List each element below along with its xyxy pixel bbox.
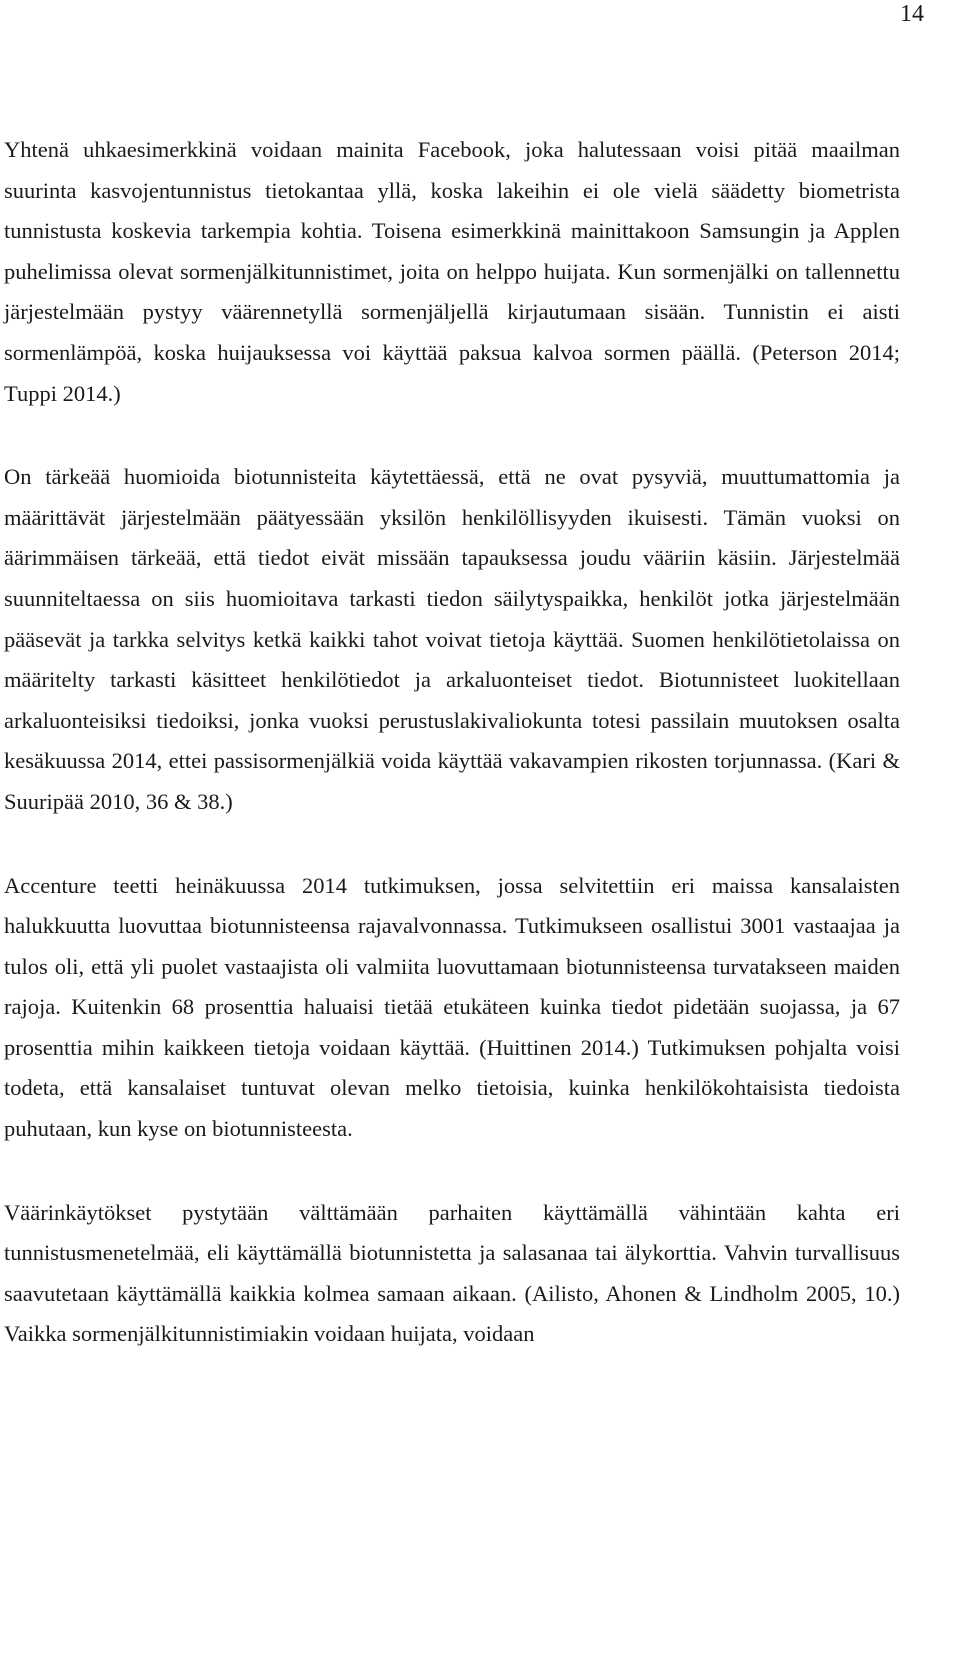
- body-text: [4, 130, 900, 1355]
- paragraph: On tärkeää huomioida biotunnisteita käytettäessä, että ne ovat pysyviä, muuttumattomia ja määrittävät järjestelmään päätyessään yksilön henkilöllisyyden ikuisesti. Tämän vuoksi on äärimmäisen tärkeää, että tiedot eivät missään tapauksessa joudu vääriin käsiin. Järjestelmää suunniteltaessa on siis huomioitava tarkasti tiedon säilytyspaikka, henkilöt jotka järjestelmään pääsevät ja tarkka selvitys ketkä kaikki tahot voivat tietoja käyttää. Suomen henkilötietolaissa on määritelty tarkasti käsitteet henkilötiedot ja arkaluonteiset tiedot. Biotunnisteet luokitellaan arkaluonteisiksi tiedoiksi, jonka vuoksi perustuslakivaliokunta totesi passilain muutoksen osalta kesäkuussa 2014, ettei passisormenjälkiä voida käyttää vakavampien rikosten torjunnassa. (Kari & Suuripää 2010, 36 & 38.): [4, 464, 900, 814]
- paragraph: Väärinkäytökset pystytään välttämään parhaiten käyttämällä vähintään kahta eri tunnistusmenetelmää, eli käyttämällä biotunnistetta ja salasanaa tai älykorttia. Vahvin turvallisuus saavutetaan käyttämällä kaikkia kolmea samaan aikaan. (Ailisto, Ahonen & Lindholm 2005, 10.) Vaikka sormenjälkitunnistimiakin voidaan huijata, voidaan: [4, 1199, 900, 1347]
- paragraph: Yhtenä uhkaesimerkkinä voidaan mainita Facebook, joka halutessaan voisi pitää maailman suurinta kasvojentunnistus tietokantaa yllä, koska lakeihin ei ole vielä säädetty biometrista tunnistusta koskevia tarkempia kohtia. Toisena esimerkkinä mainittakoon Samsungin ja Applen puhelimissa olevat sormenjälkitunnistimet, joita on helppo huijata. Kun sormenjälki on tallennettu järjestelmään pystyy väärennetyllä sormenjäljellä kirjautumaan sisään. Tunnistin ei aisti sormenlämpöä, koska huijauksessa voi käyttää paksua kalvoa sormen päällä. (Peterson 2014; Tuppi 2014.): [4, 137, 900, 406]
- page-number: 14: [900, 1, 924, 27]
- paragraph: Accenture teetti heinäkuussa 2014 tutkimuksen, jossa selvitettiin eri maissa kansalaisten halukkuutta luovuttaa biotunnisteensa rajavalvonnassa. Tutkimukseen osallistui 3001 vastaajaa ja tulos oli, että yli puolet vastaajista oli valmiita luovuttamaan biotunnisteensa turvatakseen maiden rajoja. Kuitenkin 68 prosenttia haluaisi tietää etukäteen kuinka tiedot pidetään suojassa, ja 67 prosenttia mihin kaikkeen tietoja voidaan käyttää. (Huittinen 2014.) Tutkimuksen pohjalta voisi todeta, että kansalaiset tuntuvat olevan melko tietoisia, kuinka henkilökohtaisista tiedoista puhutaan, kun kyse on biotunnisteesta.: [4, 872, 900, 1142]
